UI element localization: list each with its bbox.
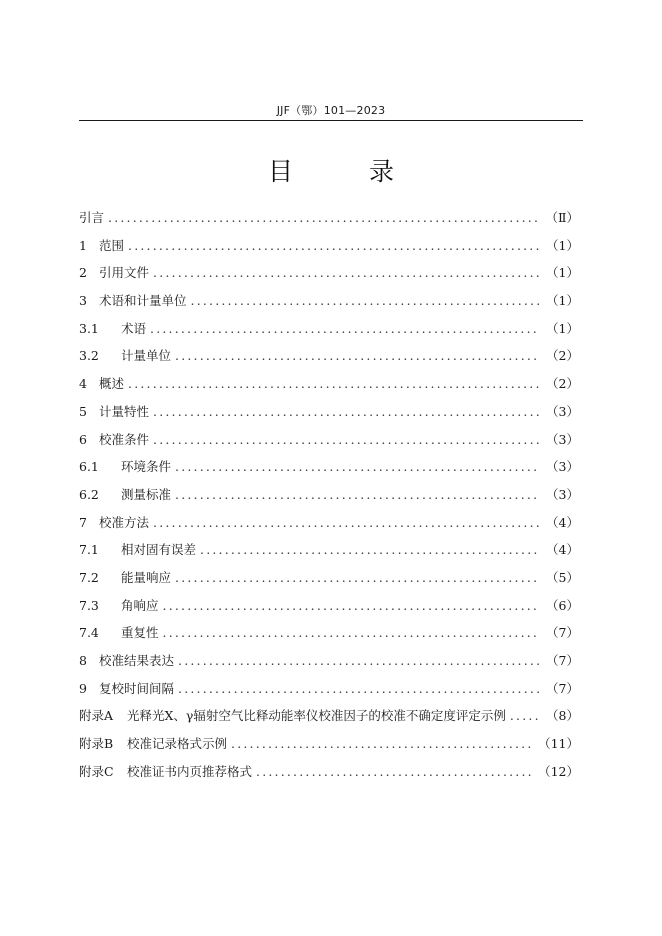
toc-entry-number: 7.2 bbox=[79, 569, 99, 585]
dot-leader bbox=[153, 432, 540, 447]
toc-entry[interactable] bbox=[79, 679, 579, 707]
toc-entry-label: 计量单位 bbox=[121, 348, 172, 364]
dot-leader bbox=[128, 376, 540, 391]
toc-entry-page-number: （4） bbox=[546, 514, 579, 530]
toc-entry-label: 校准方法 bbox=[99, 514, 150, 530]
document-code: JJF（鄂）101—2023 bbox=[276, 104, 386, 117]
toc-entry-label: 术语 bbox=[121, 320, 147, 336]
toc-entry-page-number: （12） bbox=[538, 763, 579, 779]
toc-entry-number: 3.2 bbox=[79, 348, 99, 364]
toc-entry[interactable] bbox=[79, 734, 579, 762]
toc-entry-number: 7.3 bbox=[79, 597, 99, 613]
toc-entry[interactable] bbox=[79, 762, 579, 790]
toc-entry-label: 校准证书内页推荐格式 bbox=[127, 763, 253, 779]
toc-entry-page-number: （2） bbox=[546, 348, 579, 364]
toc-entry[interactable] bbox=[79, 291, 579, 319]
toc-entry[interactable] bbox=[79, 596, 579, 624]
toc-entry[interactable] bbox=[79, 430, 579, 458]
toc-entry[interactable] bbox=[79, 319, 579, 347]
dot-leader bbox=[153, 404, 540, 419]
toc-entry[interactable] bbox=[79, 263, 579, 291]
toc-entry-page-number: （5） bbox=[546, 569, 579, 585]
toc-entry[interactable] bbox=[79, 485, 579, 513]
toc-entry-label: 校准条件 bbox=[99, 431, 150, 447]
toc-entry[interactable] bbox=[79, 540, 579, 568]
toc-title: 目 录 bbox=[268, 157, 428, 186]
dot-leader bbox=[256, 764, 532, 779]
dot-leader bbox=[178, 653, 540, 668]
dot-leader bbox=[108, 210, 539, 225]
toc-entry-page-number: （7） bbox=[546, 680, 579, 696]
toc-entry-label: 测量标准 bbox=[121, 486, 172, 502]
toc-entry-number: 8 bbox=[79, 653, 87, 668]
dot-leader bbox=[163, 598, 541, 613]
toc-entry-label: 术语和计量单位 bbox=[99, 293, 187, 309]
toc-entry-page-number: （6） bbox=[546, 597, 579, 613]
toc-entry-label: 概述 bbox=[99, 376, 125, 392]
toc-entry-number: 附录A bbox=[79, 708, 114, 724]
dot-leader bbox=[175, 570, 540, 585]
toc-entry-page-number: （Ⅱ） bbox=[545, 210, 579, 225]
toc-entry-label: 相对固有误差 bbox=[121, 542, 197, 558]
toc-entry-number: 4 bbox=[79, 376, 87, 392]
toc-entry-label: 重复性 bbox=[121, 625, 159, 641]
toc-entry-number: 7.1 bbox=[79, 542, 99, 558]
toc-entry[interactable] bbox=[79, 651, 579, 679]
dot-leader bbox=[153, 265, 540, 280]
toc-entry[interactable] bbox=[79, 513, 579, 541]
dot-leader bbox=[150, 321, 540, 336]
toc-entry-number: 6 bbox=[79, 431, 87, 447]
toc-entry-number: 5 bbox=[79, 403, 87, 419]
toc-entry[interactable] bbox=[79, 457, 579, 485]
toc-entry[interactable] bbox=[79, 623, 579, 651]
toc-entry-number: 7.4 bbox=[79, 625, 99, 641]
toc-entry-number: 2 bbox=[79, 265, 87, 281]
toc-entry-page-number: （1） bbox=[546, 320, 579, 336]
toc-entry[interactable] bbox=[79, 208, 579, 236]
toc-entry-label: 范围 bbox=[99, 237, 125, 253]
toc-entry-number: 7 bbox=[79, 514, 87, 530]
toc-entry-number: 6.2 bbox=[79, 486, 99, 502]
toc-entry-number: 1 bbox=[79, 237, 87, 253]
toc-entry-label: 校准结果表达 bbox=[99, 653, 175, 668]
toc-entry-page-number: （2） bbox=[546, 376, 579, 392]
toc-entry[interactable] bbox=[79, 402, 579, 430]
toc-entry-page-number: （4） bbox=[546, 542, 579, 558]
toc-entry-label: 引用文件 bbox=[99, 265, 150, 281]
table-of-contents bbox=[79, 208, 579, 789]
toc-entry-page-number: （3） bbox=[546, 486, 579, 502]
toc-entry-page-number: （11） bbox=[538, 736, 579, 752]
toc-entry-page-number: （8） bbox=[546, 708, 579, 724]
toc-entry[interactable] bbox=[79, 706, 579, 734]
dot-leader bbox=[128, 238, 540, 253]
toc-entry-label: 复校时间间隔 bbox=[99, 680, 175, 696]
toc-entry[interactable] bbox=[79, 236, 579, 264]
toc-entry-label: 计量特性 bbox=[99, 403, 150, 419]
dot-leader bbox=[175, 459, 540, 474]
dot-leader bbox=[510, 708, 540, 723]
toc-entry-page-number: （7） bbox=[546, 653, 579, 668]
toc-entry-number: 附录C bbox=[79, 763, 114, 779]
toc-entry-page-number: （1） bbox=[546, 293, 579, 309]
toc-entry-page-number: （3） bbox=[546, 403, 579, 419]
dot-leader bbox=[191, 293, 541, 308]
toc-entry[interactable] bbox=[79, 346, 579, 374]
dot-leader bbox=[175, 348, 540, 363]
toc-entry-label: 引言 bbox=[79, 210, 105, 225]
dot-leader bbox=[200, 542, 540, 557]
dot-leader bbox=[178, 681, 540, 696]
toc-entry-page-number: （3） bbox=[546, 459, 579, 475]
dot-leader bbox=[231, 736, 532, 751]
toc-entry-label: 校准记录格式示例 bbox=[127, 736, 228, 752]
toc-entry-label: 角响应 bbox=[121, 597, 159, 613]
running-header bbox=[79, 98, 583, 121]
dot-leader bbox=[163, 625, 541, 640]
toc-entry-number: 9 bbox=[79, 680, 87, 696]
dot-leader bbox=[175, 487, 540, 502]
toc-entry-number: 6.1 bbox=[79, 459, 99, 475]
toc-entry-number: 3.1 bbox=[79, 320, 99, 336]
toc-entry-number: 附录B bbox=[79, 736, 114, 752]
toc-entry-label: 环境条件 bbox=[121, 459, 172, 475]
toc-entry-page-number: （3） bbox=[546, 431, 579, 447]
toc-entry[interactable] bbox=[79, 374, 579, 402]
toc-entry-number: 3 bbox=[79, 293, 87, 309]
toc-entry[interactable] bbox=[79, 568, 579, 596]
toc-entry-page-number: （1） bbox=[546, 265, 579, 281]
toc-entry-page-number: （7） bbox=[546, 625, 579, 641]
toc-entry-label: 能量响应 bbox=[121, 569, 172, 585]
toc-entry-label: 光释光X、γ辐射空气比释动能率仪校准因子的校准不确定度评定示例 bbox=[127, 708, 506, 724]
toc-entry-page-number: （1） bbox=[546, 237, 579, 253]
dot-leader bbox=[153, 515, 540, 530]
